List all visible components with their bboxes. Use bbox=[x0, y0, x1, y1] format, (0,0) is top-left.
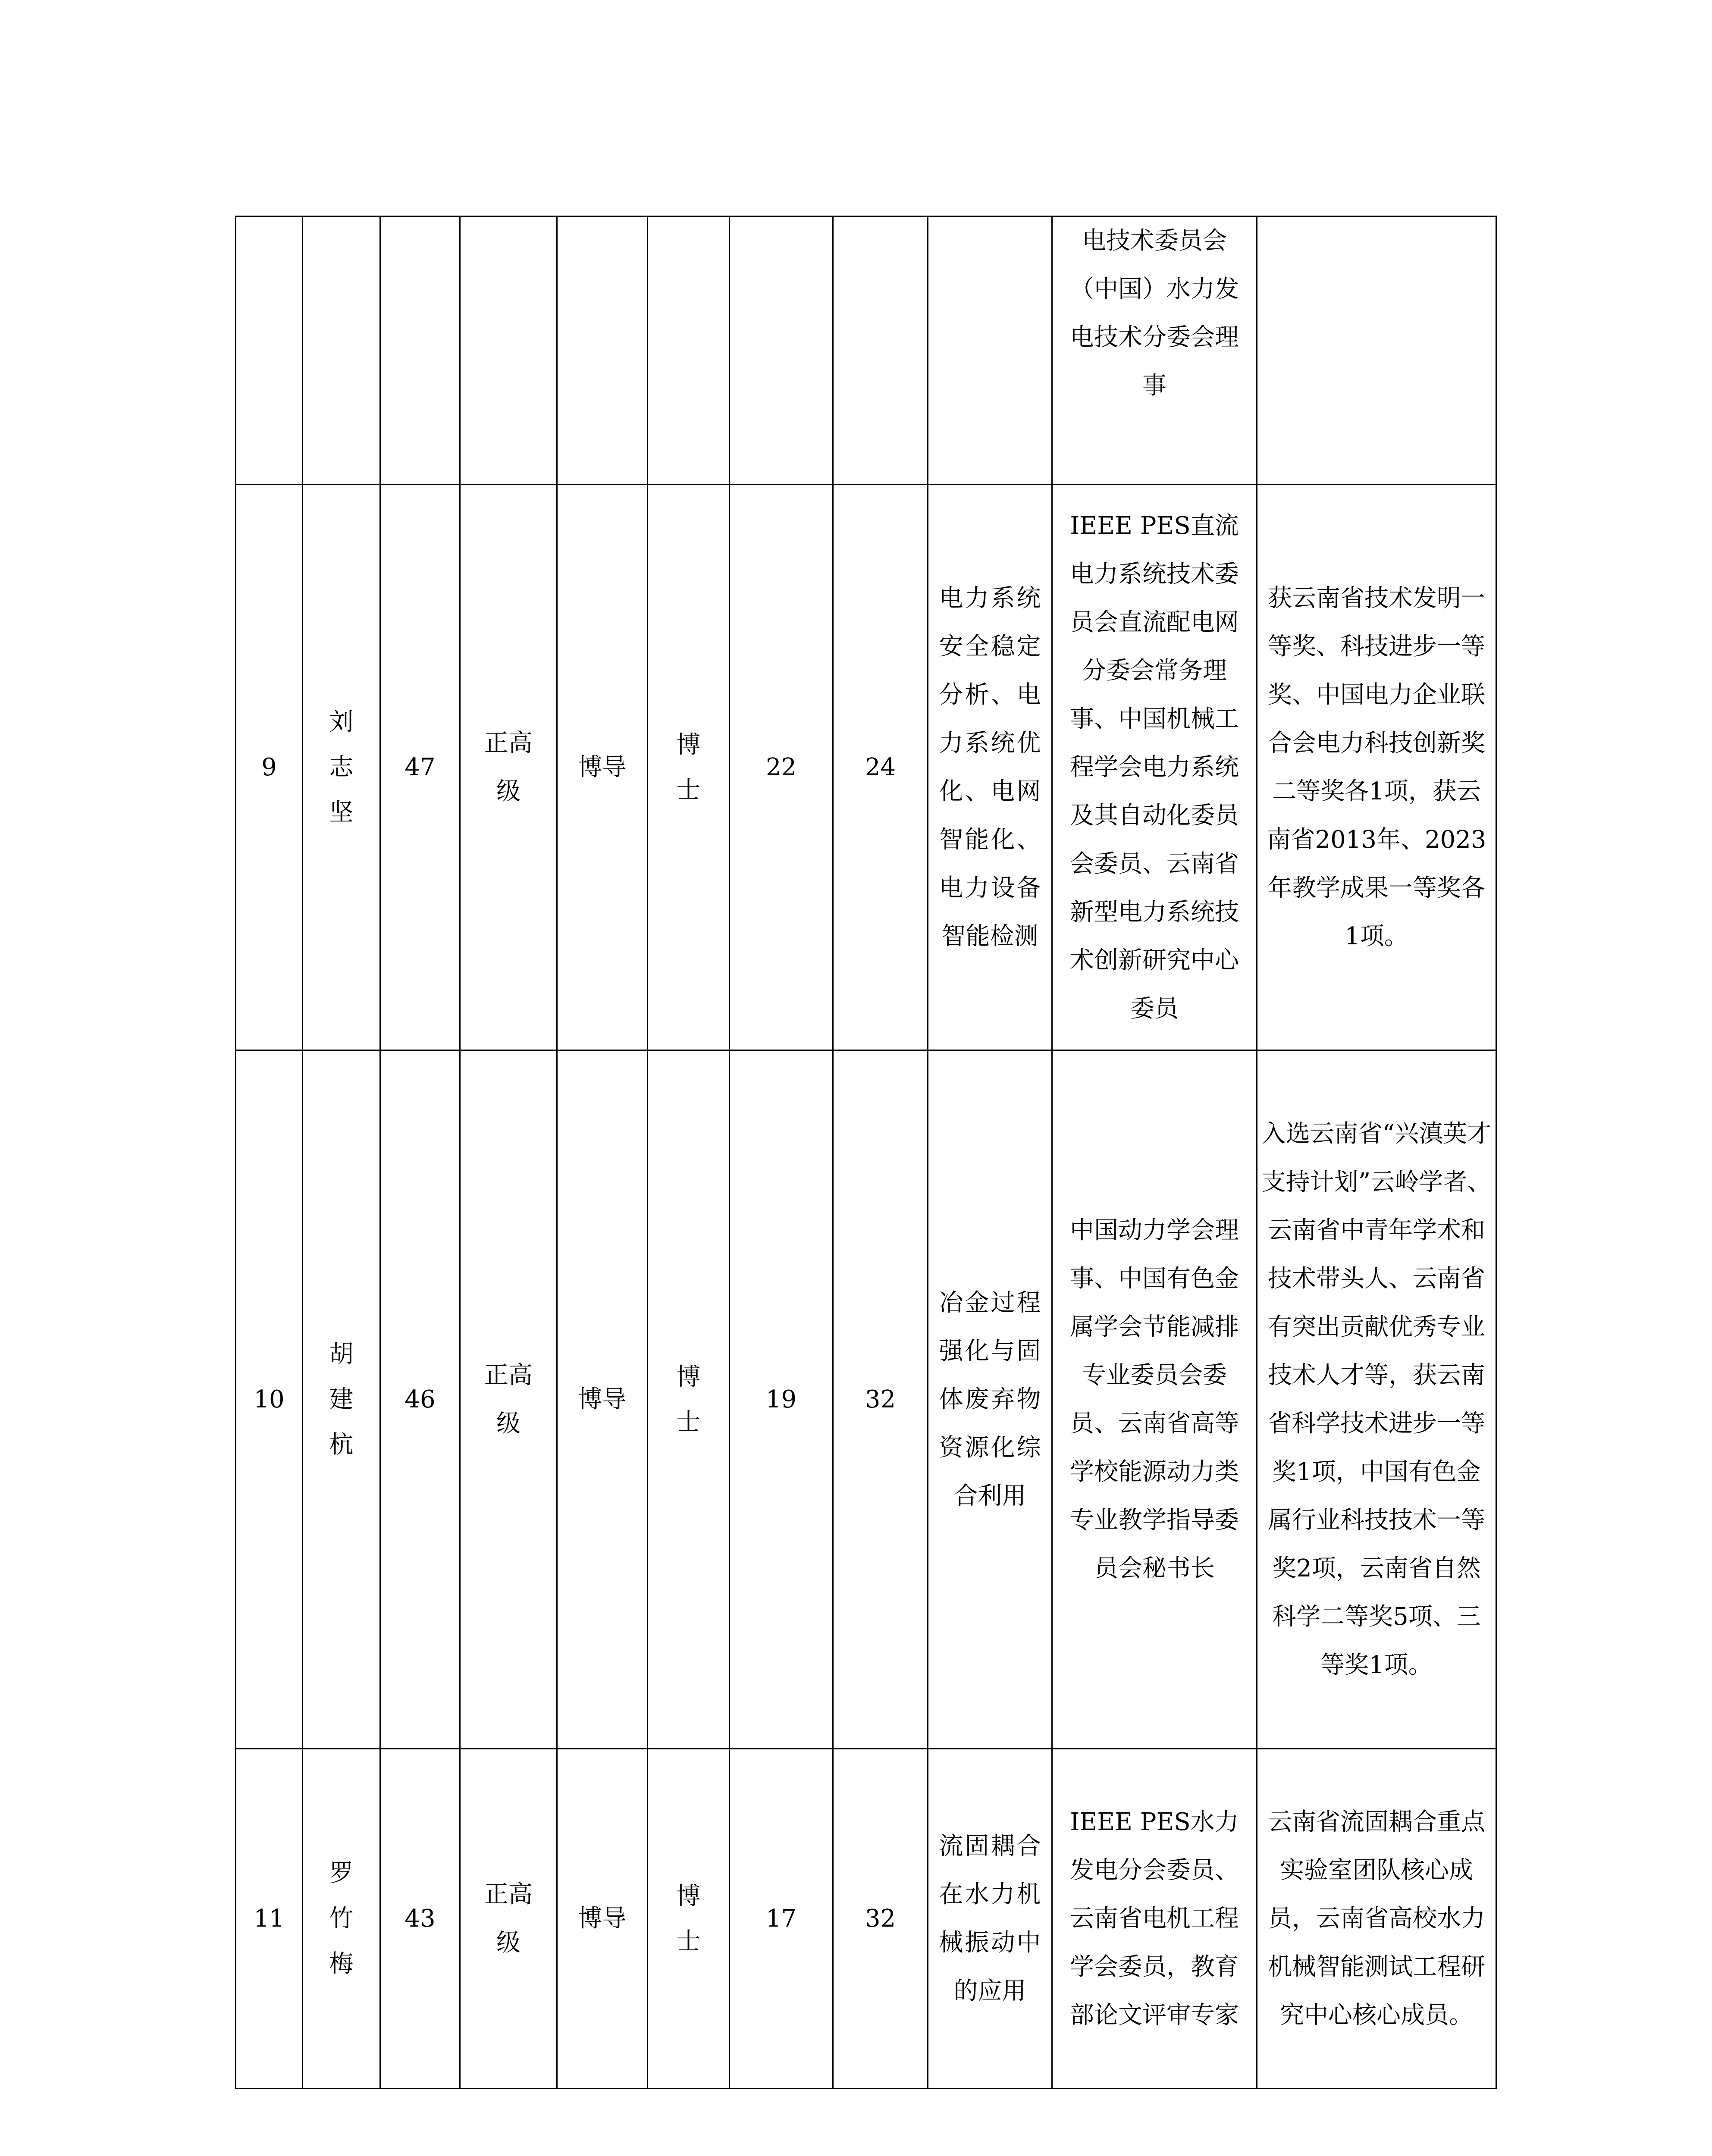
faculty-table bbox=[235, 216, 1497, 2089]
title-value: 正高级 bbox=[484, 729, 533, 805]
cell-title bbox=[460, 1050, 557, 1749]
degree-value: 博士 bbox=[676, 1363, 701, 1436]
research-text: 流固耦合在水力机械振动中的应用 bbox=[939, 1832, 1041, 2005]
committee-text: IEEE PES直流电力系统技术委员会直流配电网分委会常务理事、中国机械工程学会电力系统及其自动化委员会委员、云南省新型电力系统技术创新研究中心委员 bbox=[1070, 511, 1239, 1023]
cell-research bbox=[928, 1749, 1052, 2089]
cell-name bbox=[303, 1050, 380, 1749]
table-row bbox=[236, 485, 1496, 1050]
cell-supervisor bbox=[557, 1749, 648, 2089]
person-name: 刘志坚 bbox=[329, 708, 354, 827]
title-value: 正高级 bbox=[484, 1361, 533, 1438]
table-row bbox=[236, 1749, 1496, 2089]
awards-text: 获云南省技术发明一等奖、科技进步一等奖、中国电力企业联合会电力科技创新奖二等奖各1项，获云南省2013年、2023年教学成果一等奖各1项。 bbox=[1267, 584, 1486, 950]
cell-no bbox=[236, 1749, 303, 2089]
number-value: 17 bbox=[765, 1904, 797, 1933]
cell-degree bbox=[648, 216, 730, 485]
number-value: 24 bbox=[865, 753, 896, 781]
degree-value: 博士 bbox=[676, 730, 701, 804]
awards-text: 云南省流固耦合重点实验室团队核心成员，云南省高校水力机械智能测试工程研究中心核心成员。 bbox=[1268, 1808, 1485, 2029]
cell-awards bbox=[1257, 1050, 1496, 1749]
cell-committee bbox=[1052, 485, 1257, 1050]
cell-research bbox=[928, 1050, 1052, 1749]
cell-degree bbox=[648, 485, 730, 1050]
cell-col8 bbox=[833, 1749, 928, 2089]
supervisor-value: 博导 bbox=[578, 1904, 627, 1933]
cell-name bbox=[303, 216, 380, 485]
cell-awards bbox=[1257, 216, 1496, 485]
cell-supervisor bbox=[557, 1050, 648, 1749]
cell-col7 bbox=[730, 485, 833, 1050]
age-value: 43 bbox=[404, 1904, 436, 1933]
cell-research bbox=[928, 485, 1052, 1050]
supervisor-value: 博导 bbox=[578, 1385, 627, 1413]
cell-degree bbox=[648, 1050, 730, 1749]
supervisor-value: 博导 bbox=[578, 753, 627, 781]
cell-no bbox=[236, 485, 303, 1050]
number-value: 32 bbox=[865, 1385, 896, 1413]
cell-name bbox=[303, 1749, 380, 2089]
row-number: 10 bbox=[254, 1385, 285, 1413]
age-value: 47 bbox=[404, 753, 436, 781]
cell-title bbox=[460, 216, 557, 485]
cell-degree bbox=[648, 1749, 730, 2089]
cell-col7 bbox=[730, 1050, 833, 1749]
cell-committee bbox=[1052, 216, 1257, 485]
person-name: 罗竹梅 bbox=[329, 1859, 354, 1978]
cell-age bbox=[380, 216, 460, 485]
cell-title bbox=[460, 485, 557, 1050]
cell-committee bbox=[1052, 1749, 1257, 2089]
cell-col7 bbox=[730, 216, 833, 485]
committee-text: IEEE PES水力发电分会委员、云南省电机工程学会委员，教育部论文评审专家 bbox=[1070, 1808, 1239, 2029]
cell-awards bbox=[1257, 485, 1496, 1050]
number-value: 32 bbox=[865, 1904, 896, 1933]
research-text: 冶金过程强化与固体废弃物资源化综合利用 bbox=[939, 1288, 1041, 1510]
cell-col8 bbox=[833, 485, 928, 1050]
number-value: 22 bbox=[765, 753, 797, 781]
row-number: 9 bbox=[261, 753, 277, 781]
committee-text: 电技术委员会（中国）水力发电技术分委会理事 bbox=[1070, 227, 1239, 400]
row-number: 11 bbox=[254, 1904, 285, 1933]
research-text: 电力系统安全稳定分析、电力系统优化、电网智能化、电力设备智能检测 bbox=[939, 584, 1041, 950]
committee-text: 中国动力学会理事、中国有色金属学会节能减排专业委员会委员、云南省高等学校能源动力类专业教学指导委员会秘书长 bbox=[1070, 1216, 1239, 1583]
awards-text: 入选云南省“兴滇英才支持计划”云岭学者、云南省中青年学术和技术带头人、云南省有突出贡献优秀专业技术人才等，获云南省科学技术进步一等奖1项，中国有色金属行业科技技术一等奖2项，云南省自然科学二等奖5项、三等奖1项。 bbox=[1261, 1119, 1492, 1679]
degree-value: 博士 bbox=[676, 1882, 701, 1955]
person-name: 胡建杭 bbox=[329, 1340, 354, 1459]
cell-col7 bbox=[730, 1749, 833, 2089]
cell-no bbox=[236, 216, 303, 485]
table-row bbox=[236, 216, 1496, 485]
cell-age bbox=[380, 485, 460, 1050]
cell-age bbox=[380, 1749, 460, 2089]
cell-age bbox=[380, 1050, 460, 1749]
cell-col8 bbox=[833, 1050, 928, 1749]
cell-awards bbox=[1257, 1749, 1496, 2089]
number-value: 19 bbox=[765, 1385, 797, 1413]
cell-committee bbox=[1052, 1050, 1257, 1749]
cell-research bbox=[928, 216, 1052, 485]
table-row bbox=[236, 1050, 1496, 1749]
cell-supervisor bbox=[557, 216, 648, 485]
cell-no bbox=[236, 1050, 303, 1749]
cell-supervisor bbox=[557, 485, 648, 1050]
title-value: 正高级 bbox=[484, 1880, 533, 1957]
cell-name bbox=[303, 485, 380, 1050]
cell-title bbox=[460, 1749, 557, 2089]
age-value: 46 bbox=[404, 1385, 436, 1413]
cell-col8 bbox=[833, 216, 928, 485]
